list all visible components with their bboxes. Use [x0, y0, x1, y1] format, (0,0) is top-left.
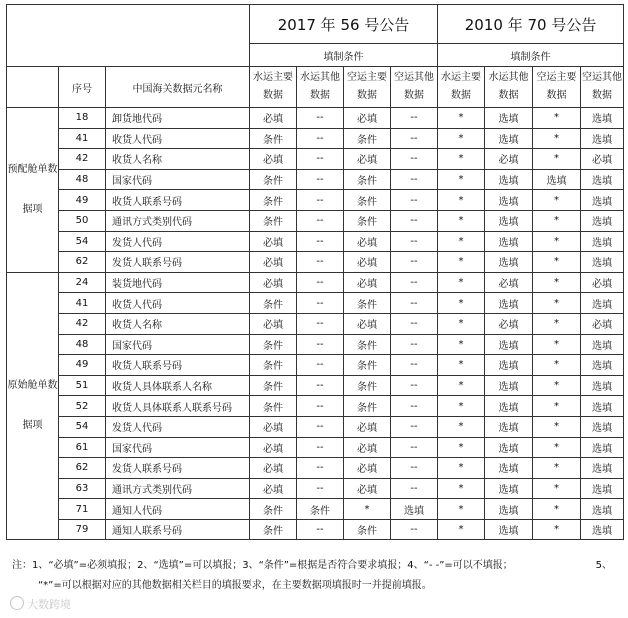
seq-cell: 62	[59, 252, 106, 273]
seq-cell: 49	[59, 190, 106, 211]
condition-cell: *	[438, 190, 485, 211]
condition-cell: 选填	[485, 519, 533, 540]
condition-cell: 必填	[250, 458, 297, 479]
condition-cell: 必填	[344, 313, 391, 334]
condition-cell: *	[438, 231, 485, 252]
condition-cell: 条件	[344, 355, 391, 376]
condition-cell: *	[438, 355, 485, 376]
table-row	[7, 334, 624, 355]
condition-cell: --	[391, 128, 438, 149]
condition-cell: --	[297, 519, 344, 540]
table-row	[7, 252, 624, 273]
condition-cell: 选填	[485, 231, 533, 252]
header-water-other-2010: 水运其他数据	[485, 67, 533, 108]
condition-cell: 选填	[485, 108, 533, 129]
condition-cell: 必填	[344, 272, 391, 293]
name-cell: 装货地代码	[106, 272, 250, 293]
condition-cell: 选填	[485, 334, 533, 355]
condition-cell: 必填	[581, 313, 624, 334]
condition-cell: *	[438, 169, 485, 190]
condition-cell: 选填	[391, 499, 438, 520]
condition-cell: --	[391, 416, 438, 437]
condition-cell: --	[297, 375, 344, 396]
condition-cell: --	[297, 416, 344, 437]
header-air-other-2010: 空运其他数据	[581, 67, 624, 108]
condition-cell: --	[297, 293, 344, 314]
condition-cell: 必填	[485, 313, 533, 334]
condition-cell: 必填	[250, 416, 297, 437]
condition-cell: 选填	[581, 128, 624, 149]
condition-cell: 条件	[344, 375, 391, 396]
condition-cell: --	[391, 437, 438, 458]
condition-cell: --	[391, 396, 438, 417]
condition-cell: 必填	[344, 458, 391, 479]
condition-cell: --	[391, 272, 438, 293]
condition-cell: 必填	[250, 313, 297, 334]
condition-cell: 条件	[344, 396, 391, 417]
condition-cell: *	[533, 519, 581, 540]
condition-cell: --	[297, 272, 344, 293]
seq-cell: 24	[59, 272, 106, 293]
condition-cell: 条件	[250, 210, 297, 231]
seq-cell: 42	[59, 313, 106, 334]
name-cell: 通讯方式类别代码	[106, 210, 250, 231]
condition-cell: *	[438, 396, 485, 417]
name-cell: 收货人名称	[106, 149, 250, 170]
seq-cell: 79	[59, 519, 106, 540]
fill-condition-2017: 填制条件	[250, 44, 438, 67]
condition-cell: 选填	[581, 458, 624, 479]
table-row	[7, 396, 624, 417]
condition-cell: *	[533, 252, 581, 273]
header-air-other-2017: 空运其他数据	[391, 67, 438, 108]
condition-cell: *	[438, 210, 485, 231]
condition-cell: 选填	[581, 478, 624, 499]
condition-cell: --	[297, 437, 344, 458]
condition-cell: 条件	[250, 375, 297, 396]
condition-cell: 条件	[344, 334, 391, 355]
seq-cell: 54	[59, 416, 106, 437]
table-row	[7, 499, 624, 520]
header-water-main-2017: 水运主要数据	[250, 67, 297, 108]
condition-cell: 条件	[250, 396, 297, 417]
condition-cell: 必填	[581, 272, 624, 293]
condition-cell: --	[297, 355, 344, 376]
condition-cell: *	[533, 458, 581, 479]
condition-cell: --	[391, 169, 438, 190]
condition-cell: 选填	[485, 128, 533, 149]
condition-cell: *	[533, 272, 581, 293]
condition-cell: 选填	[581, 190, 624, 211]
condition-cell: 条件	[344, 190, 391, 211]
condition-cell: --	[297, 313, 344, 334]
condition-cell: *	[438, 334, 485, 355]
condition-cell: *	[533, 231, 581, 252]
table-row	[7, 231, 624, 252]
condition-cell: --	[297, 231, 344, 252]
condition-cell: 必填	[344, 149, 391, 170]
header-water-other-2017: 水运其他数据	[297, 67, 344, 108]
name-cell: 收货人联系号码	[106, 355, 250, 376]
table-row	[7, 128, 624, 149]
condition-cell: 必填	[250, 437, 297, 458]
name-cell: 收货人代码	[106, 293, 250, 314]
condition-cell: 必填	[344, 416, 391, 437]
seq-cell: 48	[59, 334, 106, 355]
condition-cell: 选填	[485, 252, 533, 273]
condition-cell: 选填	[581, 252, 624, 273]
condition-cell: *	[533, 210, 581, 231]
condition-cell: --	[297, 396, 344, 417]
name-cell: 收货人具体联系人名称	[106, 375, 250, 396]
condition-cell: 条件	[344, 128, 391, 149]
condition-cell: --	[297, 169, 344, 190]
condition-cell: *	[533, 416, 581, 437]
condition-cell: *	[438, 252, 485, 273]
condition-cell: 选填	[485, 375, 533, 396]
group-label: 预配舱单数据项	[7, 108, 59, 273]
footnote	[12, 556, 618, 596]
name-cell: 通知人联系号码	[106, 519, 250, 540]
condition-cell: 条件	[250, 355, 297, 376]
condition-cell: --	[391, 190, 438, 211]
condition-cell: *	[533, 375, 581, 396]
seq-cell: 18	[59, 108, 106, 129]
condition-cell: 必填	[581, 149, 624, 170]
condition-cell: *	[533, 355, 581, 376]
condition-cell: 条件	[344, 169, 391, 190]
condition-cell: --	[297, 190, 344, 211]
condition-cell: 选填	[581, 437, 624, 458]
table-row	[7, 458, 624, 479]
seq-cell: 63	[59, 478, 106, 499]
table-row	[7, 293, 624, 314]
condition-cell: --	[297, 149, 344, 170]
condition-cell: 必填	[250, 149, 297, 170]
condition-cell: *	[438, 478, 485, 499]
condition-cell: --	[391, 519, 438, 540]
condition-cell: *	[533, 149, 581, 170]
condition-cell: 选填	[581, 231, 624, 252]
name-cell: 发货人代码	[106, 416, 250, 437]
condition-cell: 选填	[581, 396, 624, 417]
seq-cell: 41	[59, 128, 106, 149]
condition-cell: 选填	[581, 499, 624, 520]
condition-cell: *	[533, 437, 581, 458]
footnote-item-5: 5、	[595, 560, 612, 571]
condition-cell: *	[438, 519, 485, 540]
name-cell: 发货人联系号码	[106, 458, 250, 479]
seq-cell: 61	[59, 437, 106, 458]
condition-cell: *	[438, 437, 485, 458]
table-row	[7, 355, 624, 376]
condition-cell: 选填	[485, 499, 533, 520]
condition-cell: *	[438, 272, 485, 293]
name-cell: 收货人具体联系人联系号码	[106, 396, 250, 417]
name-cell: 国家代码	[106, 334, 250, 355]
condition-cell: *	[533, 108, 581, 129]
name-cell: 卸货地代码	[106, 108, 250, 129]
condition-cell: --	[297, 128, 344, 149]
condition-cell: --	[297, 108, 344, 129]
condition-cell: 选填	[485, 416, 533, 437]
condition-cell: 必填	[344, 231, 391, 252]
header-air-main-2010: 空运主要数据	[533, 67, 581, 108]
condition-cell: --	[391, 210, 438, 231]
group-label: 原始舱单数据项	[7, 272, 59, 540]
watermark-logo-icon	[10, 596, 24, 610]
condition-cell: --	[391, 252, 438, 273]
condition-cell: 选填	[485, 437, 533, 458]
table-row	[7, 169, 624, 190]
table-body	[7, 108, 624, 540]
condition-cell: --	[391, 313, 438, 334]
name-cell: 收货人联系号码	[106, 190, 250, 211]
name-cell: 国家代码	[106, 169, 250, 190]
table-row	[7, 375, 624, 396]
condition-cell: 条件	[250, 499, 297, 520]
condition-cell: 必填	[344, 437, 391, 458]
condition-cell: 条件	[250, 334, 297, 355]
condition-cell: 必填	[344, 108, 391, 129]
table-row	[7, 416, 624, 437]
condition-cell: 必填	[250, 272, 297, 293]
name-cell: 发货人代码	[106, 231, 250, 252]
condition-cell: 条件	[344, 519, 391, 540]
condition-cell: *	[438, 149, 485, 170]
condition-cell: 选填	[485, 458, 533, 479]
condition-cell: 条件	[250, 128, 297, 149]
header-2010: 2010 年 70 号公告	[438, 5, 624, 44]
condition-cell: 必填	[344, 252, 391, 273]
condition-cell: *	[438, 499, 485, 520]
condition-cell: *	[533, 478, 581, 499]
condition-cell: 条件	[344, 293, 391, 314]
condition-cell: --	[297, 458, 344, 479]
condition-cell: 选填	[485, 169, 533, 190]
seq-cell: 48	[59, 169, 106, 190]
condition-cell: --	[391, 149, 438, 170]
table-row	[7, 272, 624, 293]
seq-cell: 51	[59, 375, 106, 396]
header-blank	[7, 5, 250, 67]
condition-cell: --	[391, 231, 438, 252]
condition-cell: 条件	[297, 499, 344, 520]
condition-cell: --	[391, 458, 438, 479]
table-row	[7, 478, 624, 499]
condition-cell: 必填	[250, 108, 297, 129]
condition-cell: *	[438, 293, 485, 314]
condition-cell: --	[391, 355, 438, 376]
table-row	[7, 437, 624, 458]
condition-cell: *	[344, 499, 391, 520]
condition-cell: 必填	[250, 231, 297, 252]
condition-cell: 选填	[533, 169, 581, 190]
condition-cell: 选填	[581, 210, 624, 231]
condition-cell: *	[438, 108, 485, 129]
condition-cell: --	[297, 210, 344, 231]
watermark-text: 大数跨境	[27, 598, 71, 611]
condition-cell: 条件	[250, 519, 297, 540]
header-seq: 序号	[59, 67, 106, 108]
condition-cell: 必填	[485, 149, 533, 170]
condition-cell: --	[297, 252, 344, 273]
condition-cell: *	[438, 416, 485, 437]
footnote-line-2: “*”=可以根据对应的其他数据相关栏目的填报要求，在主要数据项填报时一并提前填报。	[38, 580, 432, 591]
name-cell: 收货人名称	[106, 313, 250, 334]
table-row	[7, 519, 624, 540]
condition-cell: --	[391, 478, 438, 499]
name-cell: 发货人联系号码	[106, 252, 250, 273]
condition-cell: 必填	[344, 478, 391, 499]
name-cell: 通知人代码	[106, 499, 250, 520]
condition-cell: --	[391, 334, 438, 355]
condition-cell: *	[533, 334, 581, 355]
customs-manifest-table	[6, 4, 624, 540]
seq-cell: 42	[59, 149, 106, 170]
condition-cell: 选填	[581, 519, 624, 540]
condition-cell: *	[533, 499, 581, 520]
header-group-blank	[7, 67, 59, 108]
condition-cell: *	[438, 128, 485, 149]
condition-cell: 必填	[250, 478, 297, 499]
condition-cell: *	[438, 375, 485, 396]
seq-cell: 71	[59, 499, 106, 520]
table-row	[7, 210, 624, 231]
header-air-main-2017: 空运主要数据	[344, 67, 391, 108]
fill-condition-2010: 填制条件	[438, 44, 624, 67]
name-cell: 收货人代码	[106, 128, 250, 149]
condition-cell: 选填	[581, 355, 624, 376]
name-cell: 国家代码	[106, 437, 250, 458]
condition-cell: 选填	[581, 334, 624, 355]
seq-cell: 62	[59, 458, 106, 479]
table-row	[7, 108, 624, 129]
table-row	[7, 190, 624, 211]
condition-cell: 选填	[485, 478, 533, 499]
table-row	[7, 313, 624, 334]
condition-cell: *	[533, 293, 581, 314]
seq-cell: 49	[59, 355, 106, 376]
header-name: 中国海关数据元名称	[106, 67, 250, 108]
condition-cell: 选填	[485, 190, 533, 211]
condition-cell: 选填	[485, 355, 533, 376]
condition-cell: 条件	[250, 190, 297, 211]
condition-cell: 条件	[344, 210, 391, 231]
condition-cell: 必填	[250, 252, 297, 273]
header-water-main-2010: 水运主要数据	[438, 67, 485, 108]
seq-cell: 54	[59, 231, 106, 252]
footnote-text-1: 注：1、“必填”=必须填报；2、“选填”=可以填报；3、“条件”=根据是否符合要求填报；4、“- -”=可以不填报；	[12, 560, 513, 571]
footnote-line-1	[12, 556, 618, 576]
condition-cell: 选填	[485, 396, 533, 417]
condition-cell: 选填	[581, 416, 624, 437]
condition-cell: --	[297, 478, 344, 499]
condition-cell: 选填	[581, 293, 624, 314]
seq-cell: 52	[59, 396, 106, 417]
condition-cell: *	[533, 313, 581, 334]
condition-cell: --	[391, 293, 438, 314]
watermark	[10, 596, 71, 612]
seq-cell: 41	[59, 293, 106, 314]
condition-cell: 条件	[250, 293, 297, 314]
seq-cell: 50	[59, 210, 106, 231]
condition-cell: *	[438, 313, 485, 334]
condition-cell: *	[533, 190, 581, 211]
condition-cell: 选填	[581, 375, 624, 396]
condition-cell: 选填	[485, 293, 533, 314]
condition-cell: 条件	[250, 169, 297, 190]
table-row	[7, 149, 624, 170]
condition-cell: *	[533, 128, 581, 149]
condition-cell: --	[391, 375, 438, 396]
condition-cell: 必填	[485, 272, 533, 293]
condition-cell: 选填	[581, 108, 624, 129]
name-cell: 通讯方式类别代码	[106, 478, 250, 499]
condition-cell: --	[297, 334, 344, 355]
condition-cell: *	[533, 396, 581, 417]
condition-cell: 选填	[485, 210, 533, 231]
condition-cell: *	[438, 458, 485, 479]
header-2017: 2017 年 56 号公告	[250, 5, 438, 44]
condition-cell: --	[391, 108, 438, 129]
condition-cell: 选填	[581, 169, 624, 190]
